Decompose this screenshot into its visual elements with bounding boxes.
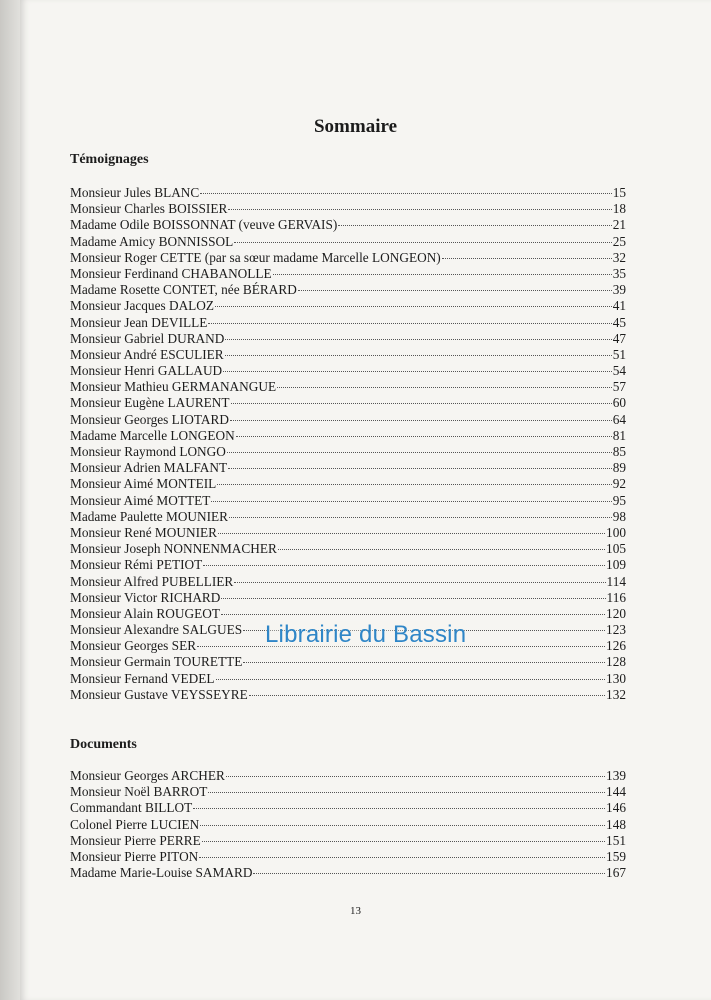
- dot-leader: [200, 825, 605, 826]
- toc-entry-page: 32: [612, 249, 626, 265]
- dot-leader: [278, 549, 605, 550]
- toc-entry-name: Monsieur André ESCULIER: [70, 346, 224, 362]
- toc-entry: [70, 217, 626, 233]
- toc-entry: [70, 331, 626, 347]
- dot-leader: [193, 808, 605, 809]
- toc-entry-name: Monsieur Alfred PUBELLIER: [70, 573, 234, 589]
- toc-entry-page: 85: [612, 444, 626, 459]
- toc-entry-name: Monsieur Aimé MONTEIL: [70, 476, 217, 492]
- toc-entry-name: Madame Marie-Louise SAMARD: [70, 865, 253, 881]
- dot-leader: [221, 614, 605, 615]
- toc-entry-page: 60: [612, 395, 626, 411]
- dot-leader: [229, 517, 612, 518]
- toc-entry-page: 47: [612, 330, 626, 346]
- toc-entry: [70, 493, 626, 509]
- toc-entry-page: 105: [606, 541, 626, 557]
- toc-entry: [70, 849, 626, 865]
- toc-entry: [70, 363, 626, 379]
- toc-entry: [70, 412, 626, 428]
- toc-entry-name: Colonel Pierre LUCIEN: [70, 816, 200, 832]
- toc-entry-page: 159: [606, 848, 626, 864]
- toc-entry: [70, 833, 626, 849]
- dot-leader: [211, 501, 611, 502]
- toc-entry-name: Monsieur Charles BOISSIER: [70, 201, 228, 217]
- toc-entry-page: 57: [612, 379, 626, 395]
- toc-entry-name: Monsieur Henri GALLAUD: [70, 363, 223, 379]
- toc-entry-name: Monsieur Adrien MALFANT: [70, 460, 228, 476]
- toc-entry-page: 64: [612, 411, 626, 427]
- toc-entry-name: Commandant BILLOT: [70, 800, 193, 816]
- toc-entry-name: Monsieur Mathieu GERMANANGUE: [70, 379, 277, 395]
- toc-entry-page: 51: [612, 346, 626, 362]
- toc-entry-name: Monsieur Eugène LAURENT: [70, 395, 230, 411]
- dot-leader: [202, 841, 605, 842]
- dot-leader: [273, 274, 612, 275]
- toc-entry-name: Monsieur Victor RICHARD: [70, 589, 221, 605]
- toc-entry-name: Monsieur Noël BARROT: [70, 784, 208, 800]
- toc-entry-page: 144: [606, 784, 626, 800]
- toc-entry: [70, 800, 626, 816]
- dot-leader: [231, 403, 612, 404]
- toc-entry-name: Monsieur Jacques DALOZ: [70, 298, 215, 314]
- toc-entry-name: Monsieur Ferdinand CHABANOLLE: [70, 265, 272, 281]
- toc-entry-page: 45: [612, 314, 626, 330]
- toc-entry-page: 126: [606, 638, 626, 654]
- toc-entry: [70, 460, 626, 476]
- toc-entry: [70, 282, 626, 298]
- dot-leader: [234, 582, 605, 583]
- toc-entry: [70, 865, 626, 881]
- toc-entry: [70, 671, 626, 687]
- dot-leader: [228, 468, 612, 469]
- toc-entry: [70, 298, 626, 314]
- toc-entry: [70, 590, 626, 606]
- toc-entry-page: 114: [606, 573, 626, 589]
- dot-leader: [234, 242, 611, 243]
- dot-leader: [249, 695, 605, 696]
- toc-entry: [70, 541, 626, 557]
- dot-leader: [338, 225, 611, 226]
- toc-entry: [70, 557, 626, 573]
- toc-entry-page: 116: [606, 589, 626, 605]
- toc-entry-page: 130: [606, 670, 626, 686]
- dot-leader: [225, 339, 611, 340]
- toc-entry-page: 109: [606, 557, 626, 573]
- toc-entry: [70, 347, 626, 363]
- dot-leader: [227, 452, 612, 453]
- dot-leader: [236, 436, 612, 437]
- toc-entry: [70, 768, 626, 784]
- toc-entry: [70, 250, 626, 266]
- toc-entry: [70, 266, 626, 282]
- dot-leader: [225, 355, 612, 356]
- dot-leader: [217, 484, 611, 485]
- toc-entry-page: 98: [612, 508, 626, 524]
- toc-entry: [70, 234, 626, 250]
- dot-leader: [298, 290, 612, 291]
- toc-entry-page: 25: [612, 233, 626, 249]
- toc-entry-page: 123: [606, 622, 626, 638]
- toc-entry-name: Monsieur Jean DEVILLE: [70, 314, 208, 330]
- dot-leader: [221, 598, 605, 599]
- page-title: Sommaire: [313, 116, 398, 137]
- toc-entry: [70, 654, 626, 670]
- dot-leader: [277, 387, 612, 388]
- toc-entry-page: 54: [612, 363, 626, 379]
- toc-entry: [70, 606, 626, 622]
- toc-entry-name: Monsieur Gabriel DURAND: [70, 330, 225, 346]
- toc-entry: [70, 315, 626, 331]
- toc-entry: [70, 379, 626, 395]
- toc-entry: [70, 476, 626, 492]
- dot-leader: [223, 371, 612, 372]
- toc-entry-page: 128: [606, 654, 626, 670]
- toc-entry-name: Monsieur Georges ARCHER: [70, 768, 225, 783]
- toc-entry-name: Madame Rosette CONTET, née BÉRARD: [70, 282, 297, 298]
- dot-leader: [228, 209, 611, 210]
- toc-entry-name: Madame Marcelle LONGEON: [70, 427, 235, 443]
- toc-entry-name: Monsieur Alexandre SALGUES: [70, 622, 243, 638]
- toc-entry-name: Madame Amicy BONNISSOL: [70, 233, 234, 249]
- toc-entry-name: Monsieur Georges LIOTARD: [70, 411, 229, 427]
- dot-leader: [442, 258, 612, 259]
- toc-entry-page: 81: [612, 427, 626, 443]
- toc-entry-page: 100: [606, 524, 626, 540]
- toc-entry-page: 95: [612, 492, 626, 508]
- dot-leader: [243, 662, 605, 663]
- toc-list-documents: [70, 768, 626, 881]
- book-spine-shadow: [0, 0, 22, 1000]
- toc-entry-page: 146: [606, 800, 626, 816]
- toc-entry-name: Monsieur Georges SER: [70, 638, 197, 654]
- toc-entry-name: Monsieur René MOUNIER: [70, 524, 217, 540]
- dot-leader: [203, 565, 605, 566]
- dot-leader: [200, 193, 611, 194]
- dot-leader: [230, 420, 612, 421]
- toc-entry: [70, 395, 626, 411]
- toc-entry-page: 21: [612, 217, 626, 233]
- toc-entry-name: Monsieur Rémi PETIOT: [70, 557, 203, 573]
- dot-leader: [208, 323, 611, 324]
- dot-leader: [208, 792, 605, 793]
- section-heading-documents: Documents: [70, 737, 137, 752]
- toc-entry: [70, 817, 626, 833]
- toc-entry: [70, 687, 626, 703]
- toc-entry-name: Monsieur Gustave VEYSSEYRE: [70, 686, 248, 702]
- toc-entry: [70, 444, 626, 460]
- toc-entry: [70, 574, 626, 590]
- toc-entry-page: 15: [612, 185, 626, 200]
- dot-leader: [216, 679, 606, 680]
- toc-entry-name: Madame Paulette MOUNIER: [70, 508, 229, 524]
- section-heading-temoignages: Témoignages: [70, 152, 149, 167]
- toc-entry: [70, 509, 626, 525]
- toc-entry-name: Monsieur Pierre PITON: [70, 848, 199, 864]
- toc-entry: [70, 784, 626, 800]
- toc-entry: [70, 428, 626, 444]
- page-number: 13: [350, 905, 361, 917]
- toc-entry-name: Monsieur Roger CETTE (par sa sœur madame Marcelle LONGEON): [70, 249, 441, 265]
- dot-leader: [218, 533, 605, 534]
- toc-entry-name: Monsieur Germain TOURETTE: [70, 654, 243, 670]
- dot-leader: [215, 306, 612, 307]
- toc-entry-name: Madame Odile BOISSONNAT (veuve GERVAIS): [70, 217, 338, 233]
- toc-entry-page: 148: [606, 816, 626, 832]
- toc-entry-name: Monsieur Raymond LONGO: [70, 444, 226, 459]
- toc-entry-name: Monsieur Pierre PERRE: [70, 832, 201, 848]
- dot-leader: [253, 873, 605, 874]
- toc-entry: [70, 525, 626, 541]
- toc-entry-name: Monsieur Alain ROUGEOT: [70, 605, 220, 621]
- toc-entry-name: Monsieur Jules BLANC: [70, 185, 200, 200]
- toc-entry-page: 41: [612, 298, 626, 314]
- toc-entry-page: 120: [606, 605, 626, 621]
- toc-entry-page: 139: [606, 768, 626, 783]
- toc-entry: [70, 201, 626, 217]
- watermark: Librairie du Bassin: [265, 621, 467, 648]
- toc-entry-page: 132: [606, 686, 626, 702]
- dot-leader: [199, 857, 605, 858]
- dot-leader: [226, 776, 605, 777]
- toc-entry-page: 151: [606, 832, 626, 848]
- toc-entry-page: 39: [612, 282, 626, 298]
- toc-entry-name: Monsieur Fernand VEDEL: [70, 670, 215, 686]
- toc-entry-page: 92: [612, 476, 626, 492]
- toc-entry-page: 167: [606, 865, 626, 881]
- toc-entry-name: Monsieur Aimé MOTTET: [70, 492, 211, 508]
- toc-entry-page: 35: [612, 265, 626, 281]
- toc-entry: [70, 185, 626, 201]
- toc-entry-name: Monsieur Joseph NONNENMACHER: [70, 541, 277, 557]
- toc-entry-page: 89: [612, 460, 626, 476]
- toc-entry-page: 18: [612, 201, 626, 217]
